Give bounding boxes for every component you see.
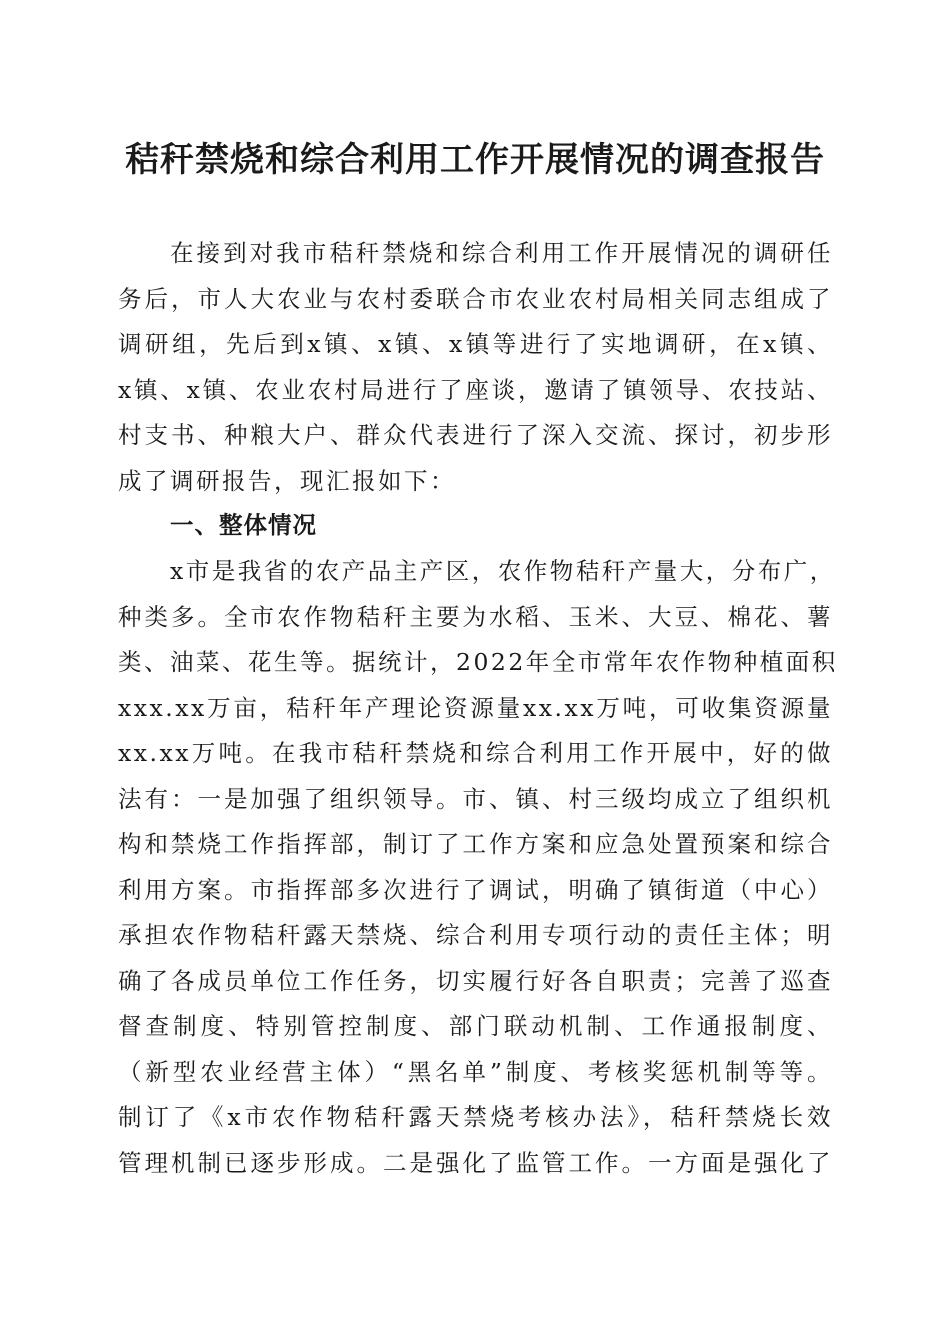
text-line: 村支书、种粮大户、群众代表进行了深入交流、探讨，初步形 xyxy=(118,421,833,449)
text-line: 构和禁烧工作指挥部，制订了工作方案和应急处置预案和综合 xyxy=(118,830,833,858)
text-line: x市是我省的农产品主产区，农作物秸秆产量大，分布广， xyxy=(170,557,836,585)
text-line: 管理机制已逐步形成。二是强化了监管工作。一方面是强化了 xyxy=(118,1148,833,1177)
text-line: xx.xx万吨。在我市秸秆禁烧和综合利用工作开展中，好的做 xyxy=(118,739,833,767)
text-line: 承担农作物秸秆露天禁烧、综合利用专项行动的责任主体；明 xyxy=(118,921,833,949)
text-line: 种类多。全市农作物秸秆主要为水稻、玉米、大豆、棉花、薯 xyxy=(118,602,833,631)
text-line: 确了各成员单位工作任务，切实履行好各自职责；完善了巡查 xyxy=(118,966,833,995)
intro-paragraph xyxy=(118,231,833,504)
text-line: 务后，市人大农业与农村委联合市农业农村局相关同志组成了 xyxy=(118,284,833,313)
text-line: 类、油菜、花生等。据统计，2022年全市常年农作物种植面积 xyxy=(118,648,838,676)
text-line: xxx.xx万亩，秸秆年产理论资源量xx.xx万吨，可收集资源量 xyxy=(118,693,833,722)
document-title: 秸秆禁烧和综合利用工作开展情况的调查报告 xyxy=(125,140,825,180)
text-line: 利用方案。市指挥部多次进行了调试，明确了镇街道（中心） xyxy=(118,875,833,904)
section-paragraph xyxy=(118,549,838,1186)
section-heading-text: 一、整体情况 xyxy=(170,511,317,539)
text-line: 成了调研报告，现汇报如下： xyxy=(118,466,456,495)
section-heading xyxy=(118,503,833,549)
text-line: 调研组，先后到x镇、x镇、x镇等进行了实地调研，在x镇、 xyxy=(118,330,833,358)
text-line: x镇、x镇、农业农村局进行了座谈，邀请了镇领导、农技站、 xyxy=(118,375,833,404)
text-line: 在接到对我市秸秆禁烧和综合利用工作开展情况的调研任 xyxy=(170,239,833,267)
text-line: 法有：一是加强了组织领导。市、镇、村三级均成立了组织机 xyxy=(118,784,833,813)
text-line: （新型农业经营主体）“黑名单”制度、考核奖惩机制等等。 xyxy=(118,1057,833,1086)
text-line: 制订了《x市农作物秸秆露天禁烧考核办法》，秸秆禁烧长效 xyxy=(118,1103,833,1131)
text-line: 督查制度、特别管控制度、部门联动机制、工作通报制度、 xyxy=(118,1012,833,1040)
